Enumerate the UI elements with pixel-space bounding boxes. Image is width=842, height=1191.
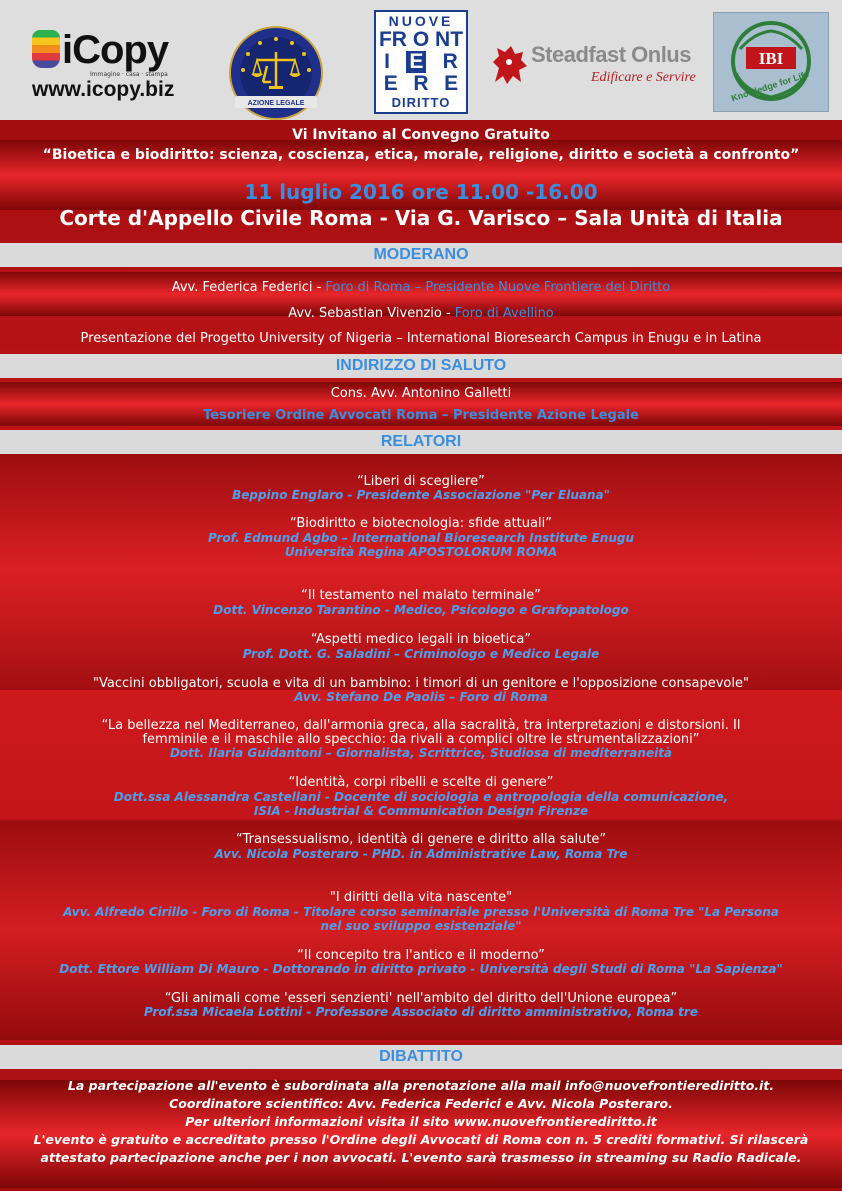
speaker-affiliation: ISIA - Industrial & Communication Design Firenze [253, 804, 589, 818]
invite-line: Vi Invitano al Convegno Gratuito [292, 127, 550, 143]
moderano-heading: MODERANO [0, 243, 842, 267]
footer-line: L'evento è gratuito e accreditato presso l'Ordine degli Avvocati di Roma con n. 5 crediti formativi. Si rilascerà [33, 1132, 809, 1147]
icopy-tagline: Immagine · casa · stampa [90, 71, 168, 78]
steadfast-name: Steadfast Onlus [531, 42, 691, 67]
talk-title: “Identità, corpi ribelli e scelte di genere” [288, 775, 554, 790]
moderator-2: Avv. Sebastian Vivenzio - Foro di Avellino [288, 306, 554, 321]
nuove-row-3: I E R [384, 50, 458, 73]
nuove-row-4: E R E [383, 72, 459, 95]
footer-line: Per ulteriori informazioni visita il sito www.nuovefrontierediritto.it [185, 1114, 657, 1129]
project-presentation: Presentazione del Progetto University of Nigeria – International Bioresearch Campus in Enugu e in Latina [80, 331, 762, 346]
speaker: Dott. Vincenzo Tarantino - Medico, Psicologo e Grafopatologo [213, 603, 629, 617]
icopy-url: www.icopy.biz [32, 78, 175, 101]
saluto-role: Tesoriere Ordine Avvocati Roma – Presidente Azione Legale [203, 408, 639, 423]
poster-body [0, 120, 842, 1191]
footer-line: La partecipazione all'evento è subordinata alla prenotazione alla mail info@nuovefrontierediritto.it. [67, 1078, 775, 1093]
talk-title-cont: femminile e il maschile allo specchio: da rivali a complici oltre le strumentalizzazioni” [142, 732, 700, 747]
speaker: Beppino Englaro - Presidente Associazione "Per Eluana" [232, 488, 610, 502]
talk-title: “Transessualismo, identità di genere e diritto alla salute” [235, 832, 607, 847]
talk-title: “Liberi di scegliere” [357, 474, 485, 489]
talk-title: “La bellezza nel Mediterraneo, dall'armonia greca, alla sacralità, tra interpretazioni e distorsioni. Il [101, 718, 741, 733]
apple-icon [32, 30, 60, 68]
footer-line: Coordinatore scientifico: Avv. Federica Federici e Avv. Nicola Posteraro. [169, 1096, 673, 1111]
steadfast-sub: Edificare e Servire [591, 70, 696, 85]
talk-title: "I diritti della vita nascente" [329, 890, 513, 905]
speaker: Dott.ssa Alessandra Castellani - Docente di sociologia e antropologia della comunicazione, [113, 790, 729, 804]
talk-title: “Aspetti medico legali in bioetica” [310, 632, 532, 647]
speaker: Avv. Alfredo Cirillo - Foro di Roma - Titolare corso seminariale presso l'Università di Roma Tre "La Persona [63, 905, 779, 919]
talk-title: “Biodiritto e biotecnologia: sfide attuali” [290, 516, 552, 531]
relatori-heading: RELATORI [0, 430, 842, 454]
scales-of-justice-icon [229, 26, 323, 120]
icopy-wordmark: iCopy [62, 28, 169, 72]
steadfast-logo [487, 40, 697, 100]
event-title: “Bioetica e biodiritto: scienza, coscienza, etica, morale, religione, diritto e società a confronto” [42, 147, 800, 163]
speaker-affiliation: Università Regina APOSTOLORUM ROMA [284, 545, 558, 559]
ibi-logo [713, 12, 829, 112]
event-date: 11 luglio 2016 ore 11.00 -16.00 [244, 180, 598, 204]
talk-title: “Il testamento nel malato terminale” [301, 588, 541, 603]
logo-strip [0, 0, 842, 120]
speaker: Prof. Dott. G. Saladini – Criminologo e Medico Legale [242, 647, 600, 661]
speaker: Dott. Ettore William Di Mauro - Dottorando in diritto privato - Università degli Studi di Roma "La Sapienza" [59, 962, 783, 976]
speaker: Avv. Nicola Posteraro - PHD. in Administrative Law, Roma Tre [214, 847, 628, 861]
nuove-row-2: FR O NT [378, 28, 464, 51]
nuove-diritto: DIRITTO [391, 95, 451, 110]
ibi-emblem-icon [714, 13, 828, 111]
saluto-name: Cons. Avv. Antonino Galletti [330, 386, 512, 401]
speaker: Dott. Ilaria Guidantoni – Giornalista, Scrittrice, Studiosa di mediterraneità [169, 746, 673, 760]
event-venue: Corte d'Appello Civile Roma - Via G. Varisco – Sala Unità di Italia [59, 206, 783, 230]
lion-icon [487, 42, 531, 88]
nuove-word: NUOVE [388, 13, 454, 29]
talk-title: “Gli animali come 'esseri senzienti' nell'ambito del diritto dell'Unione europea” [164, 991, 678, 1006]
speaker: Prof.ssa Micaela Lottini - Professore Associato di diritto amministrativo, Roma tre [144, 1005, 698, 1019]
nuove-frontiere-logo [374, 10, 468, 114]
dibattito-heading: DIBATTITO [0, 1045, 842, 1069]
azione-legale-text: AZIONE LEGALE [247, 100, 305, 107]
icopy-logo [32, 22, 182, 102]
ibi-text: IBI [758, 49, 784, 68]
azione-legale-logo [229, 26, 323, 120]
talk-title: “Il concepito tra l'antico e il moderno” [297, 948, 545, 963]
footer-line: attestato partecipazione anche per i non avvocati. L'evento sarà trasmesso in streaming su Radio Radicale. [40, 1150, 802, 1165]
speaker: Prof. Edmund Agbo – International Bioresearch Institute Enugu [207, 531, 634, 545]
speaker: Avv. Stefano De Paolis – Foro di Roma [294, 690, 548, 704]
talk-title: "Vaccini obbligatori, scuola e vita di un bambino: i timori di un genitore e l'opposizione consapevole" [93, 676, 749, 691]
moderator-1: Avv. Federica Federici - Foro di Roma – Presidente Nuove Frontiere del Diritto [171, 280, 671, 295]
saluto-heading: INDIRIZZO DI SALUTO [0, 354, 842, 378]
ibi-motto: Knowledge for Life [730, 68, 811, 104]
speaker-cont: nel suo sviluppo esistenziale" [320, 919, 522, 933]
